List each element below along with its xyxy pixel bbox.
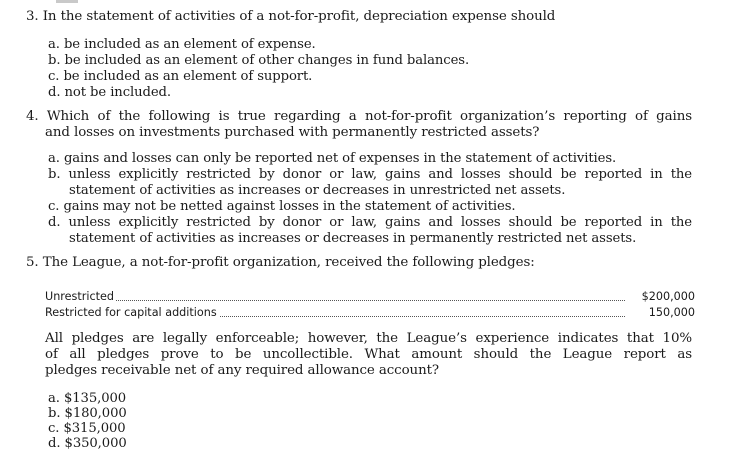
question-3-option-c: c. be included as an element of support. — [48, 69, 313, 84]
question-4-option-a: a. gains and losses can only be reported net of expenses in the statement of activities. — [48, 151, 617, 166]
question-3-option-a: a. be included as an element of expense. — [48, 37, 316, 52]
pledge-amount: 150,000 — [648, 306, 695, 319]
question-4-option-c: c. gains may not be netted against losses in the statement of activities. — [48, 199, 516, 214]
question-5-option-b: b. $180,000 — [48, 406, 127, 421]
question-3-option-d: d. not be included. — [48, 85, 171, 100]
question-4-stem-line-1: 4. Which of the following is true regarding a not-for-profit organization’s reporting of gains — [26, 109, 692, 124]
question-5-paragraph-line-2: of all pledges prove to be uncollectible. What amount should the League report as — [45, 347, 692, 362]
pledge-amount: $200,000 — [641, 290, 695, 303]
pledges-row-unrestricted — [45, 290, 695, 304]
question-3-option-b: b. be included as an element of other changes in fund balances. — [48, 53, 470, 68]
leader-dots — [45, 300, 625, 301]
question-5-paragraph-line-3: pledges receivable net of any required allowance account? — [45, 363, 439, 378]
question-4-option-d-line-2: statement of activities as increases or decreases in permanently restricted net assets. — [69, 231, 637, 246]
question-4-option-d-line-1: d. unless explicitly restricted by donor or law, gains and losses should be reported in the — [48, 215, 692, 230]
question-4-option-b-line-1: b. unless explicitly restricted by donor or law, gains and losses should be reported in the — [48, 167, 692, 182]
question-4-stem-line-2: and losses on investments purchased with permanently restricted assets? — [45, 125, 540, 140]
pledges-table — [45, 290, 695, 324]
previous-page-fragment — [56, 0, 78, 3]
pledges-row-restricted — [45, 306, 695, 320]
question-5-option-c: c. $315,000 — [48, 421, 126, 436]
pledge-label: Unrestricted — [45, 290, 114, 303]
question-5-option-a: a. $135,000 — [48, 391, 127, 406]
question-5-paragraph-line-1: All pledges are legally enforceable; however, the League’s experience indicates that 10% — [45, 331, 692, 346]
question-5-stem: 5. The League, a not-for-profit organization, received the following pledges: — [26, 255, 535, 270]
pledge-label: Restricted for capital additions — [45, 306, 217, 319]
question-5-option-d: d. $350,000 — [48, 436, 127, 451]
question-4-option-b-line-2: statement of activities as increases or decreases in unrestricted net assets. — [69, 183, 566, 198]
question-3-stem: 3. In the statement of activities of a not-for-profit, depreciation expense should — [26, 9, 556, 24]
